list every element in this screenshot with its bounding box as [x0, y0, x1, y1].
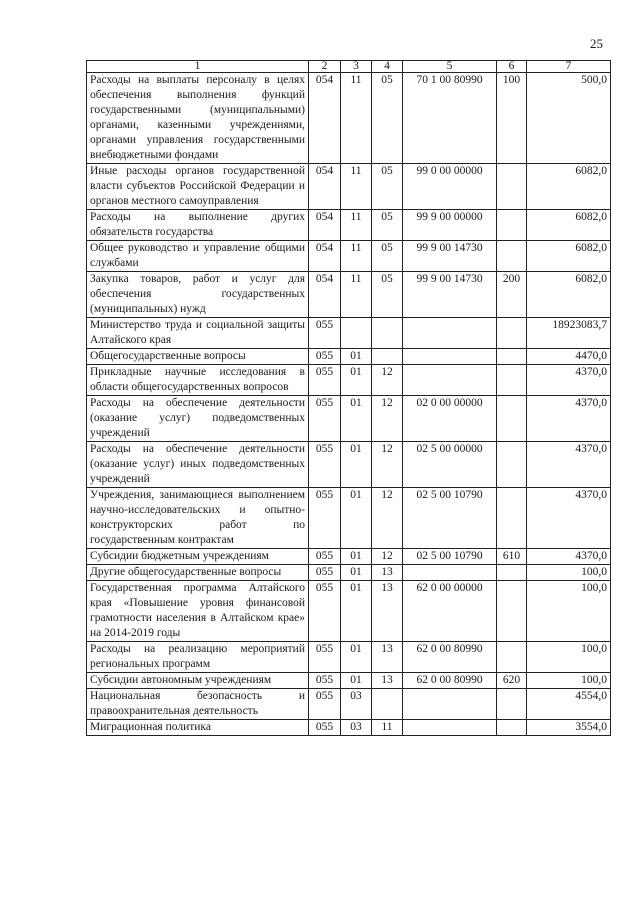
cell-name: Субсидии бюджетным учреждениям	[87, 549, 309, 565]
table-row	[87, 73, 611, 164]
cell-name: Министерство труда и социальной защиты Алтайского края	[87, 318, 309, 349]
cell-target-article: 62 0 00 80990	[403, 642, 497, 673]
cell-section	[341, 318, 372, 349]
cell-name: Учреждения, занимающиеся выполнением научно-исследовательских и опытно-конструкторских работ по государственным контрактам	[87, 488, 309, 549]
header-cell: 2	[309, 61, 341, 73]
header-cell: 6	[497, 61, 527, 73]
cell-section: 11	[341, 73, 372, 164]
cell-expense-type	[497, 349, 527, 365]
cell-expense-type	[497, 689, 527, 720]
cell-section: 01	[341, 642, 372, 673]
table-row	[87, 365, 611, 396]
cell-amount: 100,0	[527, 642, 611, 673]
cell-code-admin: 055	[309, 488, 341, 549]
cell-code-admin: 055	[309, 720, 341, 736]
cell-amount: 4370,0	[527, 549, 611, 565]
cell-code-admin: 055	[309, 396, 341, 442]
cell-code-admin: 055	[309, 318, 341, 349]
table-row	[87, 318, 611, 349]
cell-subsection: 13	[372, 642, 403, 673]
cell-target-article	[403, 365, 497, 396]
cell-target-article: 99 9 00 00000	[403, 210, 497, 241]
budget-table	[86, 60, 611, 736]
cell-expense-type: 610	[497, 549, 527, 565]
table-row	[87, 241, 611, 272]
cell-code-admin: 054	[309, 73, 341, 164]
cell-target-article	[403, 689, 497, 720]
cell-amount: 4370,0	[527, 365, 611, 396]
table-row	[87, 210, 611, 241]
table-row	[87, 673, 611, 689]
cell-code-admin: 055	[309, 549, 341, 565]
header-row	[87, 61, 611, 73]
cell-amount: 6082,0	[527, 241, 611, 272]
cell-expense-type	[497, 565, 527, 581]
cell-expense-type	[497, 442, 527, 488]
cell-code-admin: 055	[309, 442, 341, 488]
cell-target-article: 02 5 00 10790	[403, 488, 497, 549]
cell-target-article	[403, 349, 497, 365]
cell-name: Другие общегосударственные вопросы	[87, 565, 309, 581]
cell-code-admin: 055	[309, 565, 341, 581]
table-row	[87, 642, 611, 673]
cell-section: 01	[341, 349, 372, 365]
cell-subsection: 05	[372, 73, 403, 164]
cell-name: Расходы на реализацию мероприятий региональных программ	[87, 642, 309, 673]
table-row	[87, 272, 611, 318]
table-row	[87, 689, 611, 720]
cell-target-article: 99 0 00 00000	[403, 164, 497, 210]
cell-subsection: 12	[372, 488, 403, 549]
cell-target-article: 62 0 00 00000	[403, 581, 497, 642]
cell-amount: 4470,0	[527, 349, 611, 365]
header-cell: 3	[341, 61, 372, 73]
cell-code-admin: 055	[309, 581, 341, 642]
cell-expense-type: 200	[497, 272, 527, 318]
cell-subsection	[372, 318, 403, 349]
cell-code-admin: 055	[309, 365, 341, 396]
cell-expense-type	[497, 488, 527, 549]
cell-section: 11	[341, 272, 372, 318]
cell-target-article	[403, 318, 497, 349]
cell-name: Расходы на выполнение других обязательств государства	[87, 210, 309, 241]
cell-expense-type	[497, 241, 527, 272]
cell-target-article	[403, 565, 497, 581]
cell-subsection: 12	[372, 549, 403, 565]
table-row	[87, 442, 611, 488]
cell-target-article: 62 0 00 80990	[403, 673, 497, 689]
table-row	[87, 581, 611, 642]
cell-subsection: 13	[372, 565, 403, 581]
table-row	[87, 488, 611, 549]
cell-subsection	[372, 349, 403, 365]
cell-target-article	[403, 720, 497, 736]
header-cell: 7	[527, 61, 611, 73]
cell-name: Расходы на выплаты персоналу в целях обеспечения выполнения функций государственными (муниципальными) органами, казенными учреждениями, органами управления государственными внебюджетными фондами	[87, 73, 309, 164]
header-cell: 5	[403, 61, 497, 73]
cell-subsection: 12	[372, 442, 403, 488]
cell-code-admin: 054	[309, 210, 341, 241]
cell-amount: 100,0	[527, 581, 611, 642]
cell-amount: 4370,0	[527, 396, 611, 442]
cell-section: 01	[341, 488, 372, 549]
table-row	[87, 396, 611, 442]
cell-section: 01	[341, 396, 372, 442]
cell-subsection: 11	[372, 720, 403, 736]
cell-name: Расходы на обеспечение деятельности (оказание услуг) подведомственных учреждений	[87, 396, 309, 442]
cell-name: Общее руководство и управление общими службами	[87, 241, 309, 272]
cell-code-admin: 054	[309, 272, 341, 318]
cell-subsection	[372, 689, 403, 720]
table-row	[87, 565, 611, 581]
header-cell: 1	[87, 61, 309, 73]
cell-subsection: 13	[372, 581, 403, 642]
cell-section: 11	[341, 164, 372, 210]
cell-subsection: 12	[372, 365, 403, 396]
cell-code-admin: 055	[309, 642, 341, 673]
cell-subsection: 12	[372, 396, 403, 442]
cell-code-admin: 055	[309, 689, 341, 720]
cell-expense-type	[497, 164, 527, 210]
cell-name: Национальная безопасность и правоохранительная деятельность	[87, 689, 309, 720]
cell-amount: 4554,0	[527, 689, 611, 720]
cell-expense-type: 100	[497, 73, 527, 164]
cell-section: 03	[341, 720, 372, 736]
cell-code-admin: 054	[309, 241, 341, 272]
table-row	[87, 720, 611, 736]
cell-amount: 100,0	[527, 565, 611, 581]
cell-section: 03	[341, 689, 372, 720]
cell-expense-type	[497, 318, 527, 349]
cell-section: 01	[341, 549, 372, 565]
table-row	[87, 349, 611, 365]
cell-target-article: 02 5 00 00000	[403, 442, 497, 488]
cell-amount: 4370,0	[527, 488, 611, 549]
cell-section: 01	[341, 581, 372, 642]
cell-target-article: 99 9 00 14730	[403, 241, 497, 272]
cell-expense-type	[497, 581, 527, 642]
cell-subsection: 13	[372, 673, 403, 689]
table-row	[87, 164, 611, 210]
cell-name: Общегосударственные вопросы	[87, 349, 309, 365]
cell-code-admin: 054	[309, 164, 341, 210]
cell-amount: 4370,0	[527, 442, 611, 488]
cell-amount: 18923083,7	[527, 318, 611, 349]
cell-expense-type	[497, 210, 527, 241]
cell-name: Расходы на обеспечение деятельности (оказание услуг) иных подведомственных учреждений	[87, 442, 309, 488]
cell-amount: 6082,0	[527, 272, 611, 318]
cell-subsection: 05	[372, 272, 403, 318]
cell-section: 01	[341, 442, 372, 488]
cell-expense-type	[497, 720, 527, 736]
cell-target-article: 99 9 00 14730	[403, 272, 497, 318]
cell-amount: 6082,0	[527, 210, 611, 241]
cell-section: 01	[341, 565, 372, 581]
cell-expense-type	[497, 642, 527, 673]
cell-target-article: 02 0 00 00000	[403, 396, 497, 442]
cell-code-admin: 055	[309, 673, 341, 689]
cell-expense-type: 620	[497, 673, 527, 689]
cell-amount: 3554,0	[527, 720, 611, 736]
cell-name: Миграционная политика	[87, 720, 309, 736]
cell-subsection: 05	[372, 164, 403, 210]
cell-name: Субсидии автономным учреждениям	[87, 673, 309, 689]
cell-section: 01	[341, 365, 372, 396]
cell-name: Прикладные научные исследования в области общегосударственных вопросов	[87, 365, 309, 396]
cell-amount: 500,0	[527, 73, 611, 164]
cell-amount: 100,0	[527, 673, 611, 689]
cell-subsection: 05	[372, 241, 403, 272]
table-row	[87, 549, 611, 565]
cell-amount: 6082,0	[527, 164, 611, 210]
cell-name: Закупка товаров, работ и услуг для обеспечения государственных (муниципальных) нужд	[87, 272, 309, 318]
cell-section: 01	[341, 673, 372, 689]
cell-expense-type	[497, 396, 527, 442]
cell-name: Иные расходы органов государственной власти субъектов Российской Федерации и органов местного самоуправления	[87, 164, 309, 210]
cell-expense-type	[497, 365, 527, 396]
header-cell: 4	[372, 61, 403, 73]
cell-section: 11	[341, 241, 372, 272]
page-number: 25	[590, 36, 603, 51]
cell-name: Государственная программа Алтайского края «Повышение уровня финансовой грамотности населения в Алтайском крае» на 2014-2019 годы	[87, 581, 309, 642]
cell-target-article: 02 5 00 10790	[403, 549, 497, 565]
cell-section: 11	[341, 210, 372, 241]
cell-subsection: 05	[372, 210, 403, 241]
cell-target-article: 70 1 00 80990	[403, 73, 497, 164]
cell-code-admin: 055	[309, 349, 341, 365]
